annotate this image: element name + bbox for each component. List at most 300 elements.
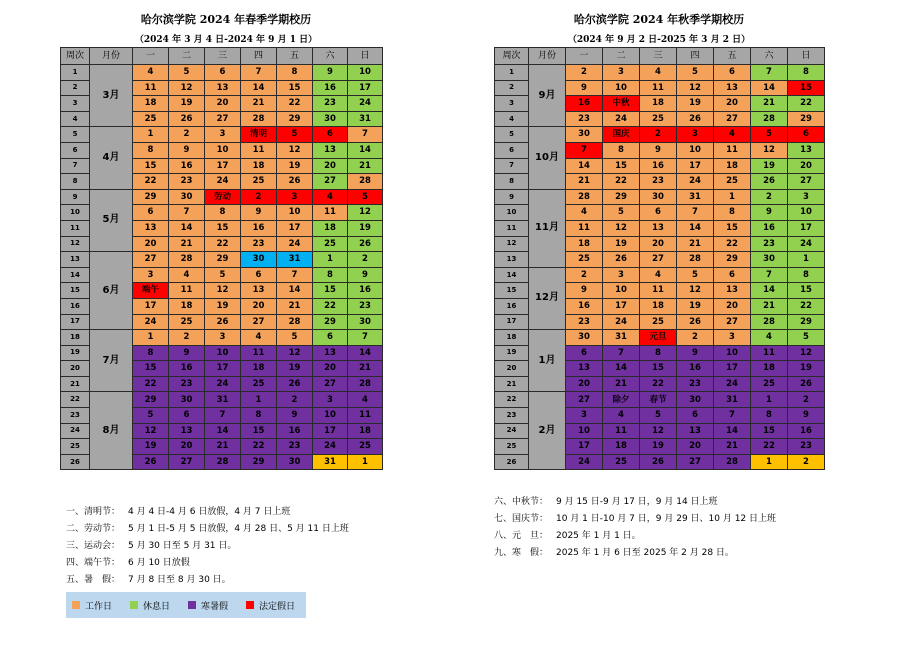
day-cell: 2 bbox=[566, 267, 603, 283]
week-number: 19 bbox=[61, 345, 90, 361]
day-cell: 14 bbox=[566, 158, 603, 174]
week-number: 6 bbox=[61, 142, 90, 158]
note-text: 10 月 1 日-10 月 7 日，9 月 29 日、10 月 12 日上班 bbox=[556, 514, 777, 524]
day-cell: 8 bbox=[205, 205, 241, 221]
day-cell: 10 bbox=[277, 205, 313, 221]
day-cell: 1 bbox=[788, 252, 825, 268]
day-cell: 9 bbox=[241, 205, 277, 221]
day-cell: 8 bbox=[277, 65, 313, 81]
day-cell: 23 bbox=[348, 298, 383, 314]
day-cell: 11 bbox=[133, 80, 169, 96]
day-cell: 12 bbox=[133, 423, 169, 439]
day-cell: 15 bbox=[788, 283, 825, 299]
day-cell: 13 bbox=[133, 220, 169, 236]
day-cell: 6 bbox=[566, 345, 603, 361]
spring-notes bbox=[66, 504, 349, 589]
day-cell: 11 bbox=[348, 408, 383, 424]
day-cell: 21 bbox=[277, 298, 313, 314]
day-cell: 6 bbox=[313, 127, 348, 143]
day-cell: 30 bbox=[241, 252, 277, 268]
note-line bbox=[66, 555, 349, 572]
weekday-header: 四 bbox=[241, 48, 277, 65]
legend-item bbox=[72, 599, 130, 612]
day-cell: 11 bbox=[566, 220, 603, 236]
legend-item bbox=[130, 599, 188, 612]
day-cell: 10 bbox=[313, 408, 348, 424]
day-cell: 4 bbox=[566, 205, 603, 221]
day-cell: 3 bbox=[313, 392, 348, 408]
week-row bbox=[495, 189, 825, 205]
day-cell: 20 bbox=[205, 96, 241, 112]
day-cell: 22 bbox=[205, 236, 241, 252]
day-cell: 18 bbox=[640, 298, 677, 314]
month-label: 8月 bbox=[90, 392, 133, 470]
day-cell: 19 bbox=[788, 361, 825, 377]
day-cell: 13 bbox=[788, 142, 825, 158]
week-row bbox=[61, 189, 383, 205]
day-cell: 24 bbox=[348, 96, 383, 112]
spring-calendar-title: 哈尔滨学院 2024 年春季学期校历 bbox=[140, 13, 312, 26]
day-cell: 21 bbox=[677, 236, 714, 252]
weekday-header: 日 bbox=[788, 48, 825, 65]
day-cell: 4 bbox=[714, 127, 751, 143]
day-cell: 20 bbox=[566, 376, 603, 392]
day-cell: 8 bbox=[603, 142, 640, 158]
weekday-header: 六 bbox=[751, 48, 788, 65]
day-cell: 4 bbox=[640, 65, 677, 81]
day-cell: 28 bbox=[169, 252, 205, 268]
day-cell: 9 bbox=[348, 267, 383, 283]
day-cell: 18 bbox=[313, 220, 348, 236]
day-cell: 12 bbox=[788, 345, 825, 361]
day-cell: 4 bbox=[133, 65, 169, 81]
day-cell: 30 bbox=[277, 454, 313, 470]
week-number: 11 bbox=[61, 220, 90, 236]
day-cell: 19 bbox=[603, 236, 640, 252]
day-cell: 28 bbox=[566, 189, 603, 205]
day-cell: 16 bbox=[348, 283, 383, 299]
day-cell: 15 bbox=[133, 158, 169, 174]
week-number: 17 bbox=[61, 314, 90, 330]
day-cell: 24 bbox=[788, 236, 825, 252]
day-cell: 3 bbox=[714, 330, 751, 346]
day-cell: 30 bbox=[566, 330, 603, 346]
day-cell: 27 bbox=[205, 111, 241, 127]
weekday-header: 一 bbox=[133, 48, 169, 65]
weekday-header: 五 bbox=[714, 48, 751, 65]
day-cell: 8 bbox=[241, 408, 277, 424]
day-cell: 9 bbox=[566, 80, 603, 96]
month-label: 7月 bbox=[90, 330, 133, 392]
day-cell: 21 bbox=[348, 158, 383, 174]
day-cell: 5 bbox=[751, 127, 788, 143]
autumn-notes bbox=[494, 494, 776, 562]
day-cell: 10 bbox=[677, 142, 714, 158]
day-cell: 1 bbox=[348, 454, 383, 470]
legend-label: 寒暑假 bbox=[201, 601, 229, 612]
day-cell: 6 bbox=[677, 408, 714, 424]
day-cell: 7 bbox=[205, 408, 241, 424]
day-cell: 6 bbox=[205, 65, 241, 81]
day-cell: 8 bbox=[788, 267, 825, 283]
day-cell: 31 bbox=[313, 454, 348, 470]
day-cell: 14 bbox=[714, 423, 751, 439]
day-cell: 1 bbox=[133, 330, 169, 346]
day-cell: 15 bbox=[714, 220, 751, 236]
day-cell: 29 bbox=[205, 252, 241, 268]
week-number: 21 bbox=[495, 376, 529, 392]
day-cell: 5 bbox=[277, 127, 313, 143]
day-cell: 9 bbox=[566, 283, 603, 299]
legend-item bbox=[246, 599, 304, 612]
day-cell: 5 bbox=[348, 189, 383, 205]
day-cell: 30 bbox=[348, 314, 383, 330]
day-cell: 9 bbox=[788, 408, 825, 424]
day-cell: 23 bbox=[640, 174, 677, 190]
month-label: 12月 bbox=[529, 267, 566, 329]
day-cell: 27 bbox=[677, 454, 714, 470]
week-row bbox=[61, 252, 383, 268]
day-cell: 15 bbox=[640, 361, 677, 377]
day-cell: 19 bbox=[348, 220, 383, 236]
day-cell: 8 bbox=[133, 345, 169, 361]
day-cell: 4 bbox=[640, 267, 677, 283]
autumn-calendar-subtitle: （2024 年 9 月 2 日-2025 年 3 月 2 日） bbox=[567, 35, 751, 45]
day-cell: 15 bbox=[205, 220, 241, 236]
day-cell: 17 bbox=[566, 439, 603, 455]
day-cell: 26 bbox=[277, 174, 313, 190]
day-cell: 5 bbox=[205, 267, 241, 283]
day-cell: 29 bbox=[313, 314, 348, 330]
day-cell: 8 bbox=[714, 205, 751, 221]
day-cell: 4 bbox=[348, 392, 383, 408]
note-text: 2025 年 1 月 6 日至 2025 年 2 月 28 日。 bbox=[556, 548, 734, 558]
day-cell: 30 bbox=[169, 392, 205, 408]
day-cell: 8 bbox=[313, 267, 348, 283]
day-cell: 27 bbox=[714, 111, 751, 127]
day-cell: 春节 bbox=[640, 392, 677, 408]
day-cell: 26 bbox=[677, 111, 714, 127]
week-number: 9 bbox=[61, 189, 90, 205]
note-label: 六、中秋节： bbox=[494, 497, 549, 507]
day-cell: 23 bbox=[241, 236, 277, 252]
week-number: 16 bbox=[61, 298, 90, 314]
day-cell: 18 bbox=[751, 361, 788, 377]
day-cell: 24 bbox=[277, 236, 313, 252]
day-cell: 13 bbox=[677, 423, 714, 439]
day-cell: 11 bbox=[169, 283, 205, 299]
day-cell: 12 bbox=[277, 345, 313, 361]
day-cell: 19 bbox=[640, 439, 677, 455]
day-cell: 3 bbox=[788, 189, 825, 205]
day-cell: 20 bbox=[313, 158, 348, 174]
week-number: 8 bbox=[495, 174, 529, 190]
day-cell: 2 bbox=[566, 65, 603, 81]
day-cell: 30 bbox=[677, 392, 714, 408]
day-cell: 5 bbox=[640, 408, 677, 424]
day-cell: 21 bbox=[603, 376, 640, 392]
day-cell: 15 bbox=[751, 423, 788, 439]
day-cell: 18 bbox=[348, 423, 383, 439]
week-row bbox=[495, 65, 825, 81]
day-cell: 9 bbox=[169, 142, 205, 158]
week-number: 18 bbox=[61, 330, 90, 346]
day-cell: 19 bbox=[205, 298, 241, 314]
day-cell: 27 bbox=[566, 392, 603, 408]
day-cell: 23 bbox=[169, 174, 205, 190]
week-number: 10 bbox=[495, 205, 529, 221]
day-cell: 20 bbox=[169, 439, 205, 455]
day-cell: 8 bbox=[133, 142, 169, 158]
day-cell: 28 bbox=[348, 174, 383, 190]
note-line bbox=[66, 504, 349, 521]
day-cell: 2 bbox=[788, 392, 825, 408]
day-cell: 29 bbox=[277, 111, 313, 127]
day-cell: 26 bbox=[133, 454, 169, 470]
day-cell: 7 bbox=[277, 267, 313, 283]
day-cell: 11 bbox=[241, 142, 277, 158]
day-cell: 13 bbox=[169, 423, 205, 439]
day-cell: 14 bbox=[677, 220, 714, 236]
note-text: 5 月 30 日至 5 月 31 日。 bbox=[128, 541, 237, 551]
day-cell: 27 bbox=[313, 376, 348, 392]
day-cell: 28 bbox=[241, 111, 277, 127]
day-cell: 9 bbox=[313, 65, 348, 81]
day-cell: 21 bbox=[751, 298, 788, 314]
note-label: 三、运动会： bbox=[66, 541, 121, 551]
day-cell: 23 bbox=[566, 111, 603, 127]
week-number: 17 bbox=[495, 314, 529, 330]
day-cell: 3 bbox=[277, 189, 313, 205]
weekday-header: 一 bbox=[566, 48, 603, 65]
day-cell: 5 bbox=[133, 408, 169, 424]
day-cell: 10 bbox=[566, 423, 603, 439]
day-cell: 26 bbox=[788, 376, 825, 392]
day-cell: 9 bbox=[677, 345, 714, 361]
day-cell: 9 bbox=[277, 408, 313, 424]
day-cell: 26 bbox=[677, 314, 714, 330]
day-cell: 25 bbox=[241, 376, 277, 392]
day-cell: 12 bbox=[348, 205, 383, 221]
spring-calendar-table bbox=[60, 47, 383, 470]
day-cell: 18 bbox=[133, 96, 169, 112]
day-cell: 12 bbox=[751, 142, 788, 158]
note-line bbox=[66, 521, 349, 538]
week-number: 5 bbox=[495, 127, 529, 143]
week-number: 14 bbox=[61, 267, 90, 283]
month-label: 2月 bbox=[529, 392, 566, 470]
day-cell: 中秋 bbox=[603, 96, 640, 112]
day-cell: 10 bbox=[603, 80, 640, 96]
day-cell: 16 bbox=[241, 220, 277, 236]
week-number: 15 bbox=[61, 283, 90, 299]
weekday-header: 三 bbox=[640, 48, 677, 65]
day-cell: 1 bbox=[751, 454, 788, 470]
day-cell: 17 bbox=[677, 158, 714, 174]
day-cell: 25 bbox=[603, 454, 640, 470]
day-cell: 17 bbox=[133, 298, 169, 314]
day-cell: 27 bbox=[714, 314, 751, 330]
day-cell: 20 bbox=[640, 236, 677, 252]
day-cell: 14 bbox=[205, 423, 241, 439]
day-cell: 7 bbox=[751, 267, 788, 283]
day-cell: 16 bbox=[640, 158, 677, 174]
day-cell: 31 bbox=[714, 392, 751, 408]
day-cell: 19 bbox=[677, 96, 714, 112]
day-cell: 17 bbox=[348, 80, 383, 96]
day-cell: 18 bbox=[566, 236, 603, 252]
day-cell: 25 bbox=[640, 314, 677, 330]
day-cell: 4 bbox=[169, 267, 205, 283]
month-label: 11月 bbox=[529, 189, 566, 267]
day-cell: 16 bbox=[277, 423, 313, 439]
week-number: 5 bbox=[61, 127, 90, 143]
day-cell: 23 bbox=[566, 314, 603, 330]
day-cell: 15 bbox=[788, 80, 825, 96]
legend-swatch bbox=[188, 601, 196, 609]
day-cell: 18 bbox=[241, 361, 277, 377]
day-cell: 6 bbox=[241, 267, 277, 283]
week-number: 21 bbox=[61, 376, 90, 392]
month-label: 3月 bbox=[90, 65, 133, 127]
day-cell: 16 bbox=[566, 298, 603, 314]
day-cell: 除夕 bbox=[603, 392, 640, 408]
day-cell: 5 bbox=[788, 330, 825, 346]
day-cell: 29 bbox=[714, 252, 751, 268]
day-cell: 7 bbox=[677, 205, 714, 221]
day-cell: 25 bbox=[714, 174, 751, 190]
day-cell: 26 bbox=[640, 454, 677, 470]
note-text: 5 月 1 日-5 月 5 日放假，4 月 28 日、5 月 11 日上班 bbox=[128, 524, 349, 534]
weekday-header: 周次 bbox=[61, 48, 90, 65]
day-cell: 3 bbox=[566, 408, 603, 424]
note-label: 四、端午节： bbox=[66, 558, 121, 568]
week-number: 4 bbox=[61, 111, 90, 127]
weekday-header: 二 bbox=[169, 48, 205, 65]
week-number: 26 bbox=[495, 454, 529, 470]
day-cell: 23 bbox=[277, 439, 313, 455]
day-cell: 4 bbox=[751, 330, 788, 346]
day-cell: 4 bbox=[603, 408, 640, 424]
week-number: 1 bbox=[495, 65, 529, 81]
day-cell: 24 bbox=[205, 376, 241, 392]
month-label: 9月 bbox=[529, 65, 566, 127]
day-cell: 31 bbox=[348, 111, 383, 127]
day-cell: 24 bbox=[603, 111, 640, 127]
week-number: 26 bbox=[61, 454, 90, 470]
day-cell: 6 bbox=[313, 330, 348, 346]
day-cell: 2 bbox=[751, 189, 788, 205]
day-cell: 12 bbox=[169, 80, 205, 96]
day-cell: 清明 bbox=[241, 127, 277, 143]
day-cell: 24 bbox=[603, 314, 640, 330]
day-cell: 1 bbox=[133, 127, 169, 143]
day-cell: 15 bbox=[133, 361, 169, 377]
day-cell: 14 bbox=[277, 283, 313, 299]
day-cell: 6 bbox=[640, 205, 677, 221]
day-cell: 端午 bbox=[133, 283, 169, 299]
day-cell: 31 bbox=[677, 189, 714, 205]
day-cell: 7 bbox=[751, 65, 788, 81]
week-row bbox=[495, 330, 825, 346]
day-cell: 29 bbox=[788, 314, 825, 330]
day-cell: 17 bbox=[788, 220, 825, 236]
week-number: 12 bbox=[495, 236, 529, 252]
day-cell: 30 bbox=[751, 252, 788, 268]
day-cell: 18 bbox=[241, 158, 277, 174]
day-cell: 13 bbox=[640, 220, 677, 236]
day-cell: 15 bbox=[277, 80, 313, 96]
week-number: 2 bbox=[495, 80, 529, 96]
day-cell: 7 bbox=[714, 408, 751, 424]
day-cell: 10 bbox=[348, 65, 383, 81]
day-cell: 25 bbox=[566, 252, 603, 268]
spring-calendar-subtitle: （2024 年 3 月 4 日-2024 年 9 月 1 日） bbox=[134, 35, 318, 45]
weekday-header: 周次 bbox=[495, 48, 529, 65]
note-line bbox=[494, 545, 776, 562]
day-cell: 5 bbox=[677, 65, 714, 81]
week-number: 14 bbox=[495, 267, 529, 283]
day-cell: 9 bbox=[169, 345, 205, 361]
month-label: 5月 bbox=[90, 189, 133, 251]
day-cell: 24 bbox=[714, 376, 751, 392]
day-cell: 19 bbox=[133, 439, 169, 455]
day-cell: 26 bbox=[169, 111, 205, 127]
day-cell: 9 bbox=[751, 205, 788, 221]
week-number: 22 bbox=[495, 392, 529, 408]
legend-label: 法定假日 bbox=[259, 601, 296, 612]
day-cell: 21 bbox=[714, 439, 751, 455]
weekday-header: 日 bbox=[348, 48, 383, 65]
day-cell: 5 bbox=[603, 205, 640, 221]
day-cell: 28 bbox=[714, 454, 751, 470]
day-cell: 16 bbox=[313, 80, 348, 96]
day-cell: 7 bbox=[169, 205, 205, 221]
week-number: 24 bbox=[495, 423, 529, 439]
day-cell: 10 bbox=[205, 345, 241, 361]
day-cell: 2 bbox=[169, 330, 205, 346]
day-cell: 18 bbox=[714, 158, 751, 174]
day-cell: 2 bbox=[788, 454, 825, 470]
day-cell: 22 bbox=[241, 439, 277, 455]
day-cell: 14 bbox=[348, 142, 383, 158]
day-cell: 24 bbox=[133, 314, 169, 330]
week-number: 12 bbox=[61, 236, 90, 252]
day-cell: 11 bbox=[640, 80, 677, 96]
day-cell: 29 bbox=[788, 111, 825, 127]
day-cell: 16 bbox=[566, 96, 603, 112]
week-number: 25 bbox=[61, 439, 90, 455]
day-cell: 22 bbox=[603, 174, 640, 190]
day-cell: 22 bbox=[788, 298, 825, 314]
day-cell: 19 bbox=[277, 361, 313, 377]
day-cell: 4 bbox=[241, 330, 277, 346]
legend-item bbox=[188, 599, 246, 612]
day-cell: 7 bbox=[603, 345, 640, 361]
day-cell: 23 bbox=[677, 376, 714, 392]
day-cell: 16 bbox=[169, 361, 205, 377]
note-line bbox=[494, 494, 776, 511]
day-cell: 14 bbox=[241, 80, 277, 96]
day-cell: 21 bbox=[241, 96, 277, 112]
day-cell: 14 bbox=[348, 345, 383, 361]
note-label: 九、寒 假： bbox=[494, 548, 549, 558]
week-number: 3 bbox=[61, 96, 90, 112]
day-cell: 21 bbox=[751, 96, 788, 112]
week-number: 20 bbox=[61, 361, 90, 377]
day-cell: 2 bbox=[241, 189, 277, 205]
day-cell: 25 bbox=[313, 236, 348, 252]
